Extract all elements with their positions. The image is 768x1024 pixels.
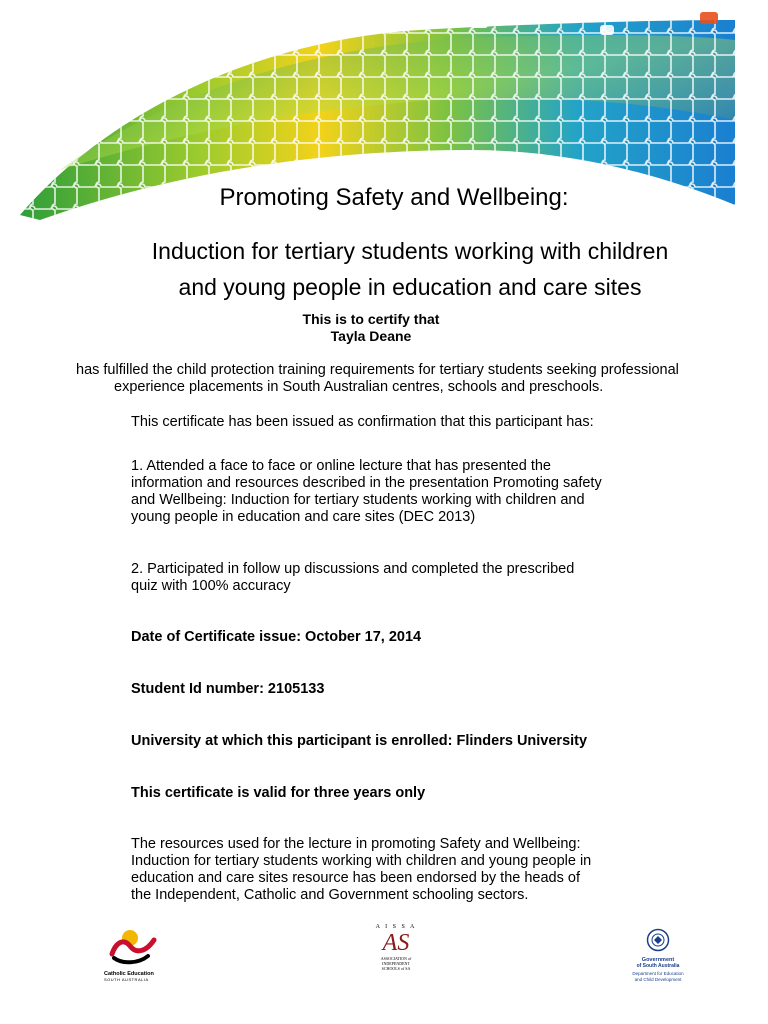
catholic-education-logo xyxy=(104,924,164,994)
resources-line: education and care sites resource has been endorsed by the heads of xyxy=(131,870,580,886)
catholic-education-name: Catholic Education xyxy=(104,971,154,977)
student-id: Student Id number: 2105133 xyxy=(131,681,325,697)
government-crest-icon xyxy=(645,928,671,952)
university: University at which this participant is enrolled: Flinders University xyxy=(131,733,588,749)
item-1-line: information and resources described in the presentation Promoting safety xyxy=(131,475,602,491)
subtitle-line: Induction for tertiary students working with children xyxy=(151,238,669,264)
issue-date: Date of Certificate issue: October 17, 2014 xyxy=(131,629,422,645)
item-2 xyxy=(131,561,651,595)
aissa-line: ASSOCIATION of xyxy=(380,956,412,961)
aissa-monogram: AS xyxy=(382,930,410,956)
item-2-line: 2. Participated in follow up discussions and completed the prescribed xyxy=(131,561,575,577)
fulfilled-line: experience placements in South Australian centres, schools and preschools. xyxy=(114,379,604,395)
catholic-education-sub: SOUTH AUSTRALIA xyxy=(104,977,149,982)
item-2-line: quiz with 100% accuracy xyxy=(131,578,291,594)
certificate-title: Promoting Safety and Wellbeing: xyxy=(219,184,569,211)
resources-note xyxy=(131,836,671,904)
certificate-subtitle xyxy=(100,233,720,305)
fulfilled-statement xyxy=(76,362,736,396)
item-1-line: young people in education and care sites (DEC 2013) xyxy=(131,509,476,525)
participant-name: Tayla Deane xyxy=(330,328,412,344)
gov-line: Department for Education xyxy=(632,971,684,976)
aissa-line: INDEPENDENT xyxy=(382,961,410,966)
certify-block xyxy=(0,311,742,345)
gov-line: of South Australia xyxy=(636,963,680,969)
aissa-line: SCHOOLS of SA xyxy=(381,966,411,971)
gov-line: and Child Development xyxy=(634,977,682,982)
catholic-education-emblem-icon xyxy=(104,924,160,966)
certify-intro: This is to certify that xyxy=(302,311,440,327)
subtitle-line: and young people in education and care sites xyxy=(178,274,642,300)
resources-line: Induction for tertiary students working with children and young people in xyxy=(131,853,592,869)
item-1-line: 1. Attended a face to face or online lecture that has presented the xyxy=(131,458,551,474)
item-1 xyxy=(131,458,651,526)
aissa-acronym: A I S S A xyxy=(375,924,417,930)
government-sa-logo xyxy=(622,928,694,998)
resources-line: the Independent, Catholic and Government schooling sectors. xyxy=(131,887,529,903)
item-1-line: and Wellbeing: Induction for tertiary students working with children and xyxy=(131,492,585,508)
resources-line: The resources used for the lecture in promoting Safety and Wellbeing: xyxy=(131,836,581,852)
aissa-logo xyxy=(362,924,430,994)
fulfilled-line: has fulfilled the child protection training requirements for tertiary students seeking professional xyxy=(76,362,679,378)
confirmation-intro: This certificate has been issued as confirmation that this participant has: xyxy=(131,414,594,430)
validity-note: This certificate is valid for three years only xyxy=(131,785,426,801)
gov-line: Government xyxy=(641,957,675,963)
